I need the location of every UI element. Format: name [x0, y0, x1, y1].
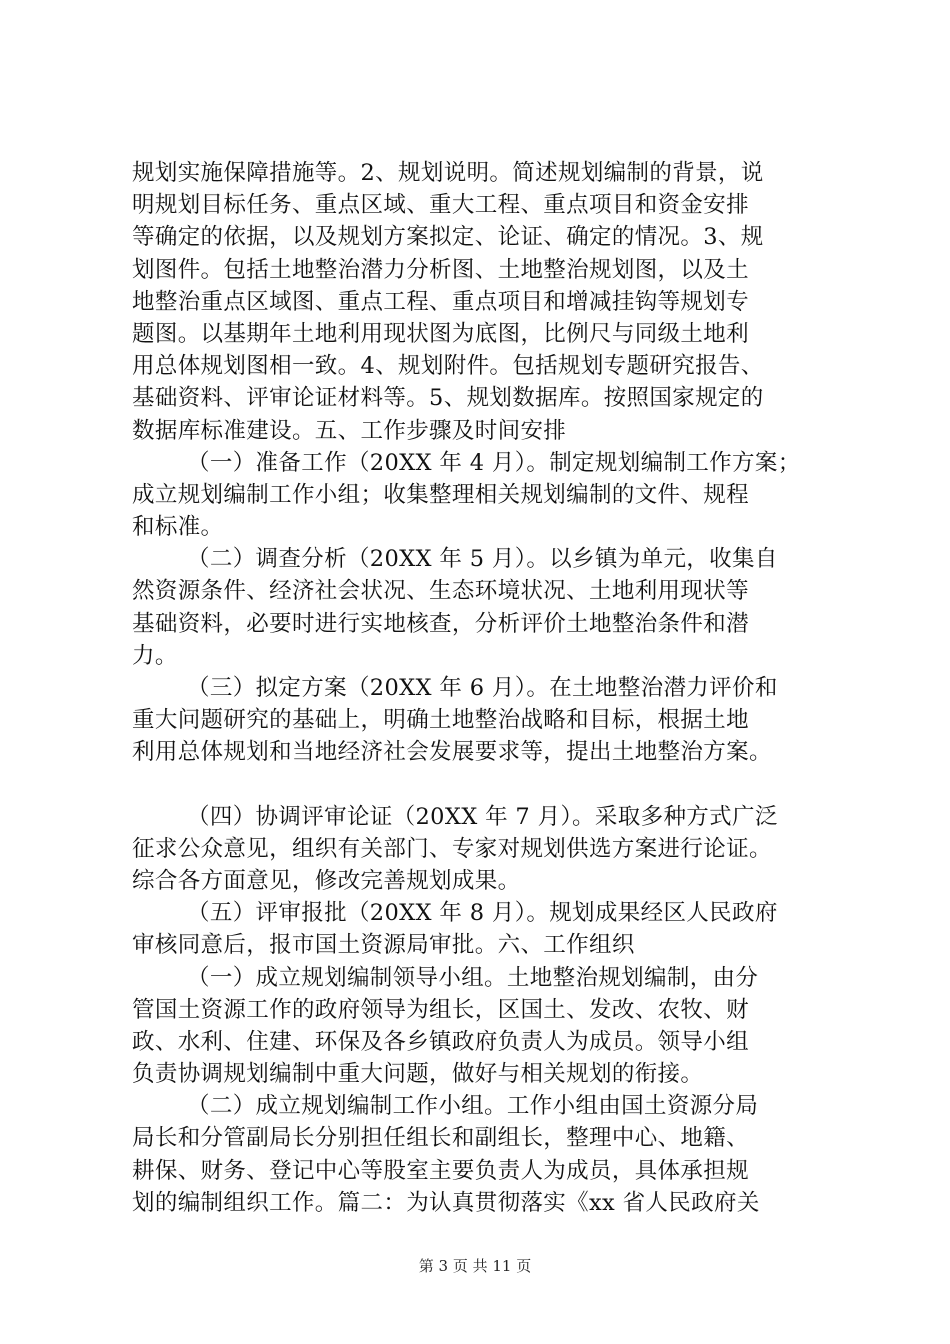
document-body: [132, 157, 832, 1219]
body-text-line: 利用总体规划和当地经济社会发展要求等，提出土地整治方案。: [132, 739, 772, 766]
body-text-line: 重大问题研究的基础上，明确土地整治战略和目标，根据土地: [132, 707, 749, 734]
body-text-line: 题图。以基期年土地利用现状图为底图，比例尺与同级土地利: [132, 320, 749, 347]
body-text-line: 划图件。包括土地整治潜力分析图、土地整治规划图，以及土: [132, 256, 749, 283]
body-text-line: 和标准。: [132, 514, 224, 541]
body-text-line: 基础资料，必要时进行实地核查，分析评价土地整治条件和潜: [132, 610, 749, 637]
body-text-line: 耕保、财务、登记中心等股室主要负责人为成员，具体承担规: [132, 1157, 749, 1184]
paragraph-first-line: （二）成立规划编制工作小组。工作小组由国土资源分局: [187, 1093, 759, 1120]
body-text-line: 力。: [132, 642, 178, 669]
paragraph-first-line: （一）准备工作（20XX 年 4 月）。制定规划编制工作方案；: [187, 449, 801, 476]
body-text-line: 政、水利、住建、环保及各乡镇政府负责人为成员。领导小组: [132, 1028, 749, 1055]
body-text-line: 划的编制组织工作。篇二：为认真贯彻落实《xx 省人民政府关: [132, 1189, 760, 1216]
body-text-line: 等确定的依据，以及规划方案拟定、论证、确定的情况。3、规: [132, 224, 764, 251]
page-footer: [0, 1255, 950, 1276]
paragraph-first-line: （一）成立规划编制领导小组。土地整治规划编制，由分: [187, 964, 759, 991]
page-number: 第 3 页 共 11 页: [418, 1257, 532, 1275]
body-text-line: 管国土资源工作的政府领导为组长，区国土、发改、农牧、财: [132, 996, 749, 1023]
body-text-line: 规划实施保障措施等。2、规划说明。简述规划编制的背景，说: [132, 160, 764, 186]
body-text-line: 基础资料、评审论证材料等。5、规划数据库。按照国家规定的: [132, 385, 764, 412]
paragraph-first-line: （四）协调评审论证（20XX 年 7 月）。采取多种方式广泛: [187, 803, 778, 830]
body-text-line: 用总体规划图相一致。4、规划附件。包括规划专题研究报告、: [132, 353, 764, 380]
body-text-line: 局长和分管副局长分别担任组长和副组长，整理中心、地籍、: [132, 1125, 749, 1152]
body-text-line: 然资源条件、经济社会状况、生态环境状况、土地利用现状等: [132, 578, 749, 605]
body-text-line: 综合各方面意见，修改完善规划成果。: [132, 867, 521, 894]
body-text-line: 明规划目标任务、重点区域、重大工程、重点项目和资金安排: [132, 192, 749, 219]
paragraph-first-line: （二）调查分析（20XX 年 5 月）。以乡镇为单元，收集自: [187, 546, 778, 573]
body-text-line: 征求公众意见，组织有关部门、专家对规划供选方案进行论证。: [132, 835, 772, 862]
paragraph-first-line: （五）评审报批（20XX 年 8 月）。规划成果经区人民政府: [187, 900, 778, 927]
body-text-line: 数据库标准建设。五、工作步骤及时间安排: [132, 417, 567, 444]
paragraph-first-line: （三）拟定方案（20XX 年 6 月）。在土地整治潜力评价和: [187, 675, 778, 701]
paragraph-gap: [132, 769, 832, 801]
body-text-line: 负责协调规划编制中重大问题，做好与相关规划的衔接。: [132, 1061, 704, 1088]
body-text-line: 审核同意后，报市国土资源局审批。六、工作组织: [132, 932, 635, 959]
body-text-line: 成立规划编制工作小组；收集整理相关规划编制的文件、规程: [132, 481, 749, 508]
body-text-line: 地整治重点区域图、重点工程、重点项目和增减挂钩等规划专: [132, 288, 749, 315]
